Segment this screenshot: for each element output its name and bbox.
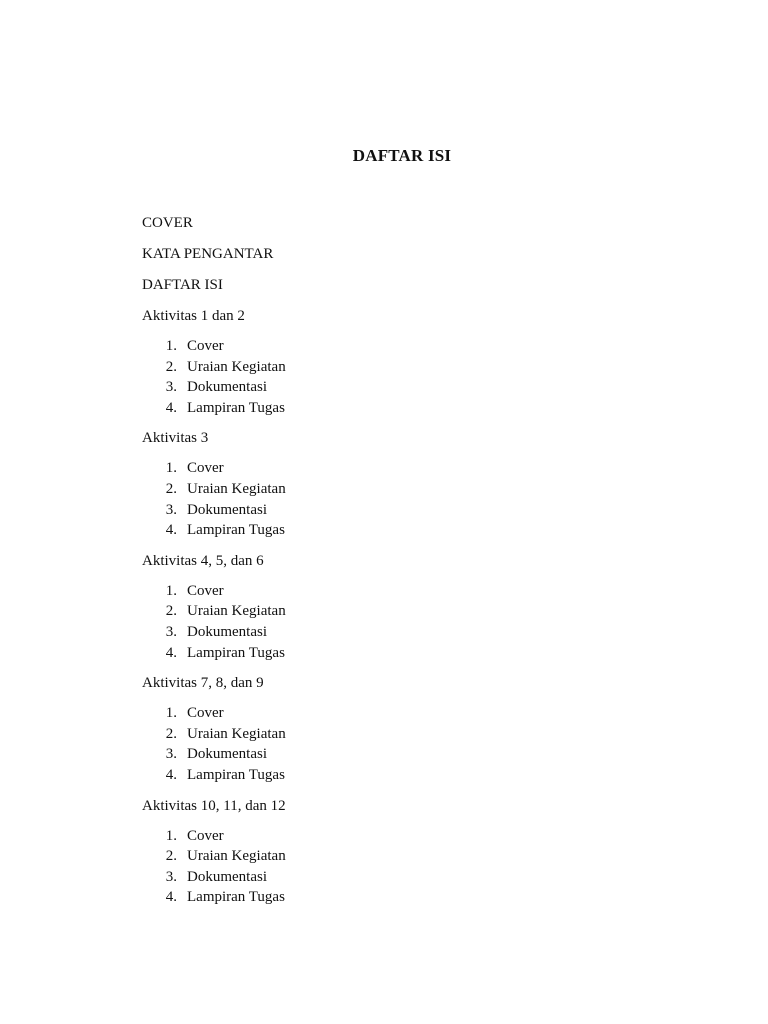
toc-sub-item: [142, 765, 642, 786]
toc-sub-item-number: 3.: [165, 746, 177, 763]
toc-section-heading: Aktivitas 7, 8, dan 9: [142, 675, 264, 692]
toc-sub-item-label: Dokumentasi: [187, 501, 267, 518]
toc-sub-item: [142, 867, 642, 888]
toc-sub-item-label: Lampiran Tugas: [187, 766, 285, 783]
toc-section-heading: Aktivitas 10, 11, dan 12: [142, 797, 286, 814]
toc-sub-item-number: 3.: [165, 379, 177, 396]
toc-sub-item-label: Lampiran Tugas: [187, 399, 285, 416]
toc-sub-list: [142, 826, 642, 908]
toc-sub-item-number: 1.: [165, 827, 177, 844]
toc-sub-item-label: Uraian Kegiatan: [187, 603, 286, 620]
toc-sub-item: [142, 357, 642, 378]
toc-sub-item: [142, 622, 642, 643]
toc-sub-item: [142, 398, 642, 419]
toc-sub-list: [142, 703, 642, 785]
toc-entry-daftar-isi: DAFTAR ISI: [142, 277, 223, 293]
toc-sub-item-number: 4.: [165, 889, 177, 906]
toc-sub-item-label: Uraian Kegiatan: [187, 848, 286, 865]
page-title: DAFTAR ISI: [352, 146, 452, 165]
toc-sections: [142, 306, 642, 908]
toc-sub-item-number: 4.: [165, 522, 177, 539]
toc-entry-kata-pengantar: KATA PENGANTAR: [142, 246, 274, 262]
toc-sub-item: [142, 458, 642, 479]
toc-sub-item-number: 4.: [165, 766, 177, 783]
toc-sub-item-number: 3.: [165, 501, 177, 518]
toc-sub-item-number: 3.: [165, 868, 177, 885]
toc-sub-item-label: Lampiran Tugas: [187, 522, 285, 539]
toc-sub-item-number: 2.: [165, 848, 177, 865]
toc-sub-item: [142, 887, 642, 908]
table-of-contents: [142, 213, 642, 918]
toc-sub-item-label: Dokumentasi: [187, 379, 267, 396]
toc-sub-item-label: Dokumentasi: [187, 746, 267, 763]
toc-sub-item-number: 1.: [165, 460, 177, 477]
toc-sub-item-number: 4.: [165, 399, 177, 416]
toc-sub-item-label: Cover: [187, 460, 224, 477]
toc-sub-item-label: Cover: [187, 705, 224, 722]
toc-section-heading: Aktivitas 1 dan 2: [142, 308, 245, 324]
toc-sub-item-number: 4.: [165, 644, 177, 661]
toc-sub-item: [142, 500, 642, 521]
toc-sub-item-number: 2.: [165, 358, 177, 375]
toc-sub-item-label: Cover: [187, 827, 224, 844]
toc-sub-item: [142, 826, 642, 847]
toc-sub-item-label: Lampiran Tugas: [187, 889, 285, 906]
toc-sub-item: [142, 601, 642, 622]
toc-sub-item: [142, 846, 642, 867]
toc-sub-item-label: Uraian Kegiatan: [187, 358, 286, 375]
toc-sub-item-number: 1.: [165, 338, 177, 354]
toc-sub-item: [142, 724, 642, 745]
toc-sub-item-label: Dokumentasi: [187, 623, 267, 640]
toc-section-heading: Aktivitas 3: [142, 430, 209, 447]
toc-sub-item: [142, 520, 642, 541]
toc-sub-item: [142, 377, 642, 398]
toc-sub-list: [142, 581, 642, 663]
toc-sub-item-label: Lampiran Tugas: [187, 644, 285, 661]
toc-sub-item: [142, 703, 642, 724]
toc-section-heading: Aktivitas 4, 5, dan 6: [142, 552, 264, 569]
toc-sub-item-number: 2.: [165, 725, 177, 742]
toc-sub-item-number: 2.: [165, 480, 177, 497]
toc-sub-item-label: Uraian Kegiatan: [187, 480, 286, 497]
toc-sub-item: [142, 336, 642, 357]
toc-sub-item-number: 1.: [165, 705, 177, 722]
toc-sub-item: [142, 581, 642, 602]
toc-sub-item-label: Cover: [187, 338, 224, 354]
toc-sub-item-number: 1.: [165, 582, 177, 599]
toc-sub-item: [142, 744, 642, 765]
toc-entry-cover: COVER: [142, 215, 193, 231]
toc-sub-item-label: Uraian Kegiatan: [187, 725, 286, 742]
toc-sub-item-label: Cover: [187, 582, 224, 599]
toc-sub-item: [142, 643, 642, 664]
toc-sub-item-label: Dokumentasi: [187, 868, 267, 885]
toc-sub-item-number: 3.: [165, 623, 177, 640]
toc-sub-item: [142, 479, 642, 500]
toc-sub-item-number: 2.: [165, 603, 177, 620]
toc-sub-list: [142, 336, 642, 418]
toc-sub-list: [142, 458, 642, 540]
